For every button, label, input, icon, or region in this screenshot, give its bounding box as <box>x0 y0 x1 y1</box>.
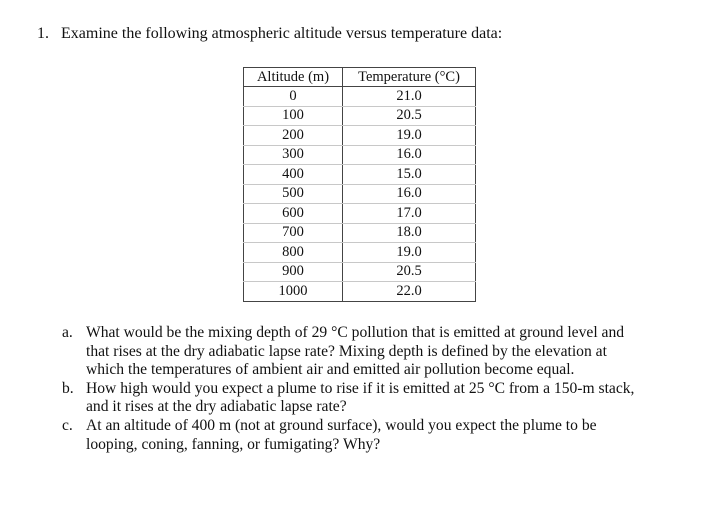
temperature-cell: 22.0 <box>343 282 476 302</box>
question-number: 1. <box>37 25 49 42</box>
subquestion-letter: c. <box>62 416 73 434</box>
altitude-cell: 500 <box>244 184 343 204</box>
subquestion-letter: b. <box>62 379 74 397</box>
header-altitude: Altitude (m) <box>244 68 343 87</box>
temperature-cell: 20.5 <box>343 262 476 282</box>
subquestion-a <box>62 324 702 380</box>
subquestion-text: At an altitude of 400 m (not at ground surface), would you expect the plume to be looping, coning, fanning, or fumigating? Why? <box>86 416 597 453</box>
question-text: Examine the following atmospheric altitude versus temperature data: <box>61 25 503 42</box>
altitude-temperature-table <box>243 67 476 302</box>
header-temperature: Temperature (°C) <box>343 68 476 87</box>
temperature-cell: 19.0 <box>343 126 476 146</box>
temperature-cell: 20.5 <box>343 106 476 126</box>
subquestion-list <box>62 324 702 454</box>
table-row <box>244 204 476 224</box>
altitude-cell: 800 <box>244 243 343 263</box>
question-1 <box>37 24 502 44</box>
altitude-cell: 300 <box>244 145 343 165</box>
table-row <box>244 262 476 282</box>
altitude-cell: 200 <box>244 126 343 146</box>
altitude-cell: 0 <box>244 87 343 107</box>
temperature-cell: 15.0 <box>343 165 476 185</box>
altitude-cell: 900 <box>244 262 343 282</box>
table-row <box>244 87 476 107</box>
table-row <box>244 126 476 146</box>
subquestion-b <box>62 380 702 417</box>
temperature-cell: 17.0 <box>343 204 476 224</box>
altitude-cell: 400 <box>244 165 343 185</box>
temperature-cell: 19.0 <box>343 243 476 263</box>
altitude-cell: 100 <box>244 106 343 126</box>
table-row <box>244 106 476 126</box>
subquestion-text: What would be the mixing depth of 29 °C pollution that is emitted at ground level and that rises at the dry adiabatic lapse rate? Mixing depth is defined by the elevation at which the temperatures of ambient air and emitted air pollution become equal. <box>86 324 625 379</box>
temperature-cell: 21.0 <box>343 87 476 107</box>
subquestion-c <box>62 417 702 454</box>
temperature-cell: 16.0 <box>343 184 476 204</box>
table-row <box>244 243 476 263</box>
table-row <box>244 282 476 302</box>
altitude-cell: 700 <box>244 223 343 243</box>
table-row <box>244 184 476 204</box>
table-row <box>244 165 476 185</box>
temperature-cell: 16.0 <box>343 145 476 165</box>
subquestion-letter: a. <box>62 324 73 341</box>
altitude-cell: 600 <box>244 204 343 224</box>
subquestion-text: How high would you expect a plume to rise if it is emitted at 25 °C from a 150-m stack, and it rises at the dry adiabatic lapse rate? <box>86 379 635 416</box>
table-row <box>244 145 476 165</box>
table-row <box>244 223 476 243</box>
altitude-cell: 1000 <box>244 282 343 302</box>
temperature-cell: 18.0 <box>343 223 476 243</box>
table-header-row <box>244 68 476 87</box>
